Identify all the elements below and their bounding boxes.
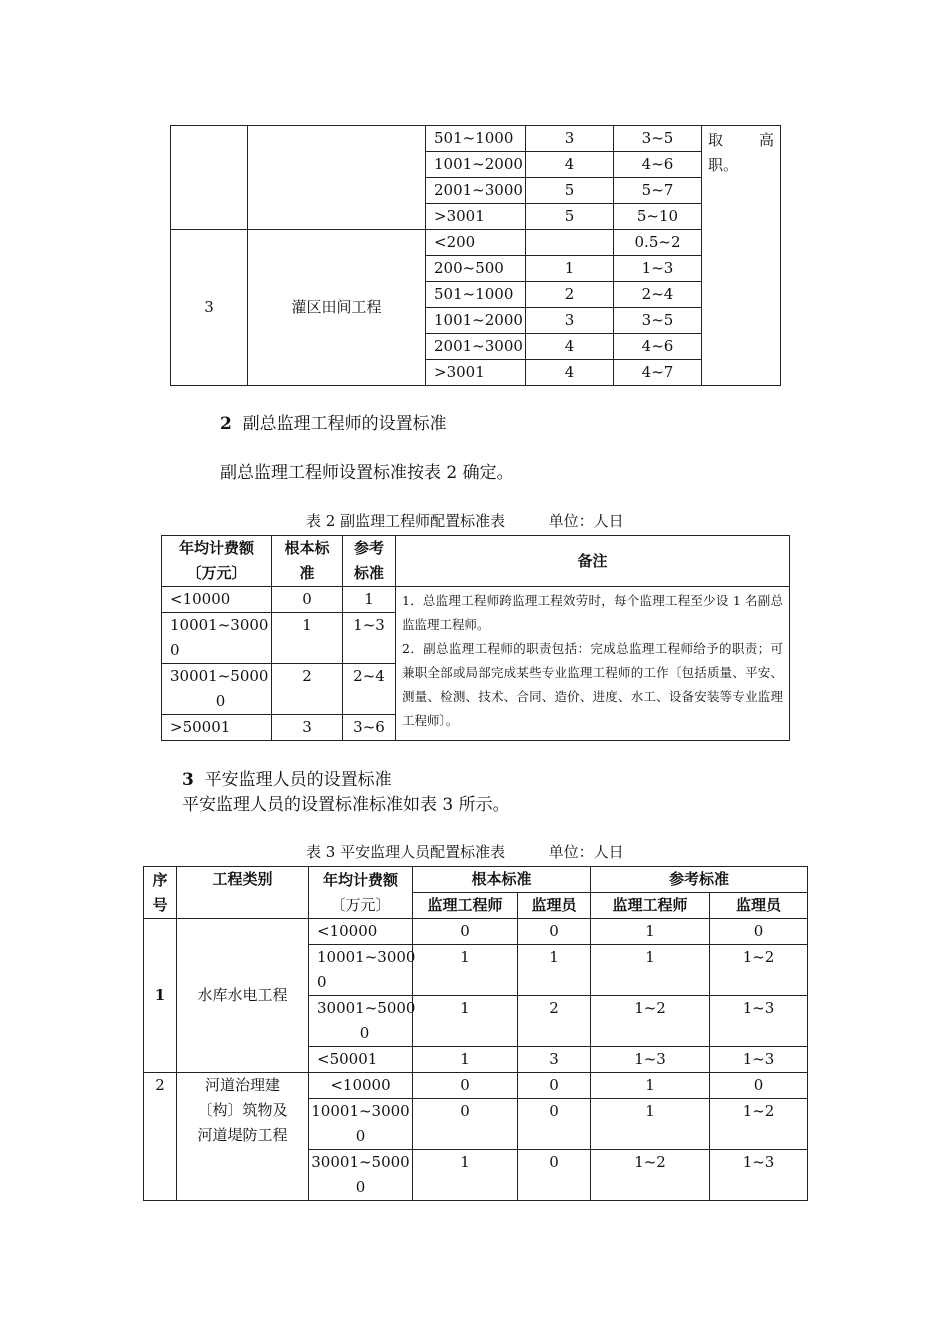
basic-cell: 2 [526,282,614,308]
ref-engineer-cell: 1 [591,919,710,945]
basic-staff-cell: 2 [518,996,591,1047]
section-title: 副总监理工程师的设置标准 [242,414,447,434]
table-row [171,230,781,256]
table1-empty-type [248,126,426,230]
table1-remark [702,126,781,386]
ref-staff-cell: 1~2 [710,1099,808,1150]
basic-cell: 4 [526,360,614,386]
col-header-fee: 年均计费额 〔万元〕 [162,536,272,587]
section2-paragraph: 副总监理工程师设置标准按表 2 确定。 [220,463,514,483]
col-header-no: 序 号 [144,867,177,919]
section2-heading [220,409,447,434]
fee-cell: 501~1000 [426,126,526,152]
fee-cell: 10001~3000 0 [309,1099,413,1150]
basic-engineer-cell: 1 [413,996,518,1047]
table-row [162,587,790,613]
basic-staff-cell: 0 [518,1073,591,1099]
fee-cell: >50001 [162,715,272,741]
fee-cell: 30001~5000 0 [309,996,413,1047]
ref-cell: 3~5 [614,126,702,152]
ref-cell: 2~4 [614,282,702,308]
fee-cell: 30001~5000 0 [309,1150,413,1201]
fee-cell: 501~1000 [426,282,526,308]
table2-caption: 表 2 副监理工程师配置标准表 [306,512,506,530]
basic-staff-cell: 1 [518,945,591,996]
ref-staff-cell: 1~3 [710,1150,808,1201]
fee-cell: 10001~3000 0 [309,945,413,996]
ref-staff-cell: 0 [710,1073,808,1099]
basic-cell: 3 [526,126,614,152]
ref-engineer-cell: 1 [591,1099,710,1150]
ref-staff-cell: 1~2 [710,945,808,996]
ref-engineer-cell: 1 [591,945,710,996]
ref-engineer-cell: 1 [591,1073,710,1099]
table2 [161,535,790,741]
basic-cell: 3 [272,715,343,741]
row-number: 3 [171,230,248,386]
basic-engineer-cell: 0 [413,1099,518,1150]
note-paragraph-2: 2．副总监理工程师的职责包括：完成总监理工程师给予的职责；可兼职全部或局部完成某些专业监理工程师的工作〔包括质量、平安、测量、检测、技术、合同、造价、进度、水工、设备安装等专业监理工程师〕。 [402,641,783,728]
basic-staff-cell: 0 [518,1099,591,1150]
section3-paragraph: 平安监理人员的设置标准标准如表 3 所示。 [182,795,510,815]
fee-cell: 2001~3000 [426,334,526,360]
basic-cell: 4 [526,334,614,360]
ref-staff-cell: 0 [710,919,808,945]
ref-cell: 4~7 [614,360,702,386]
remark-char: 高 [758,131,774,149]
basic-cell: 4 [526,152,614,178]
basic-cell [526,230,614,256]
col-header-type: 工程类别 [177,867,309,919]
project-type: 河道治理建 〔构〕筑物及 河道堤防工程 [177,1073,309,1201]
basic-cell: 2 [272,664,343,715]
basic-cell: 5 [526,178,614,204]
basic-staff-cell: 3 [518,1047,591,1073]
fee-cell: 200~500 [426,256,526,282]
ref-staff-cell: 1~3 [710,996,808,1047]
col-header-basic: 根本标准 [413,867,591,893]
basic-engineer-cell: 0 [413,919,518,945]
ref-cell: 5~7 [614,178,702,204]
basic-staff-cell: 0 [518,1150,591,1201]
col-header-ref: 参考标准 [591,867,808,893]
table3-caption: 表 3 平安监理人员配置标准表 [306,843,506,861]
basic-cell: 1 [272,613,343,664]
col-header-ref-engineer: 监理工程师 [591,893,710,919]
ref-engineer-cell: 1~2 [591,996,710,1047]
table-row [144,1073,808,1099]
table1 [170,125,781,386]
ref-cell: 4~6 [614,334,702,360]
table2-note [396,587,790,741]
project-type: 灌区田间工程 [248,230,426,386]
row-number: 2 [144,1073,177,1201]
fee-cell: <10000 [309,1073,413,1099]
fee-cell: <10000 [309,919,413,945]
basic-cell: 3 [526,308,614,334]
col-header-basic-engineer: 监理工程师 [413,893,518,919]
fee-cell: <10000 [162,587,272,613]
section-number: 2 [220,414,232,434]
col-header-note: 备注 [396,536,790,587]
remark-line: 职。 [708,156,739,174]
table-row [144,919,808,945]
ref-cell: 4~6 [614,152,702,178]
col-header-ref-staff: 监理员 [710,893,808,919]
table3 [143,866,808,1201]
col-header-basic: 根本标 准 [272,536,343,587]
basic-cell: 5 [526,204,614,230]
col-header-fee: 年均计费额 〔万元〕 [309,867,413,919]
table-row [171,126,781,152]
ref-cell: 1~3 [343,613,396,664]
ref-cell: 2~4 [343,664,396,715]
ref-cell: 1~3 [614,256,702,282]
fee-cell: 1001~2000 [426,152,526,178]
fee-cell: >3001 [426,204,526,230]
remark-char: 取 [708,131,724,149]
row-number: 1 [144,919,177,1073]
table1-empty-no [171,126,248,230]
ref-cell: 3~6 [343,715,396,741]
table3-unit: 单位：人日 [548,843,624,861]
basic-engineer-cell: 1 [413,1150,518,1201]
fee-cell: 1001~2000 [426,308,526,334]
section-number: 3 [182,770,194,790]
project-type: 水库水电工程 [177,919,309,1073]
ref-engineer-cell: 1~2 [591,1150,710,1201]
section3-heading [182,765,392,790]
table-header-row [162,536,790,587]
table2-unit: 单位：人日 [548,512,624,530]
table-header-row [144,867,808,893]
fee-cell: 30001~5000 0 [162,664,272,715]
ref-staff-cell: 1~3 [710,1047,808,1073]
ref-cell: 5~10 [614,204,702,230]
fee-cell: <200 [426,230,526,256]
fee-cell: <50001 [309,1047,413,1073]
fee-cell: 2001~3000 [426,178,526,204]
ref-engineer-cell: 1~3 [591,1047,710,1073]
col-header-basic-staff: 监理员 [518,893,591,919]
table3-caption-line [306,841,624,862]
table2-caption-line [306,510,624,531]
col-header-ref: 参考 标准 [343,536,396,587]
section-title: 平安监理人员的设置标准 [204,770,392,790]
basic-engineer-cell: 1 [413,1047,518,1073]
fee-cell: >3001 [426,360,526,386]
basic-staff-cell: 0 [518,919,591,945]
ref-cell: 0.5~2 [614,230,702,256]
note-paragraph-1: 1．总监理工程师跨监理工程效劳时，每个监理工程至少设 1 名副总监监理工程师。 [402,593,783,632]
ref-cell: 1 [343,587,396,613]
ref-cell: 3~5 [614,308,702,334]
basic-cell: 0 [272,587,343,613]
fee-cell: 10001~3000 0 [162,613,272,664]
basic-engineer-cell: 1 [413,945,518,996]
basic-engineer-cell: 0 [413,1073,518,1099]
basic-cell: 1 [526,256,614,282]
